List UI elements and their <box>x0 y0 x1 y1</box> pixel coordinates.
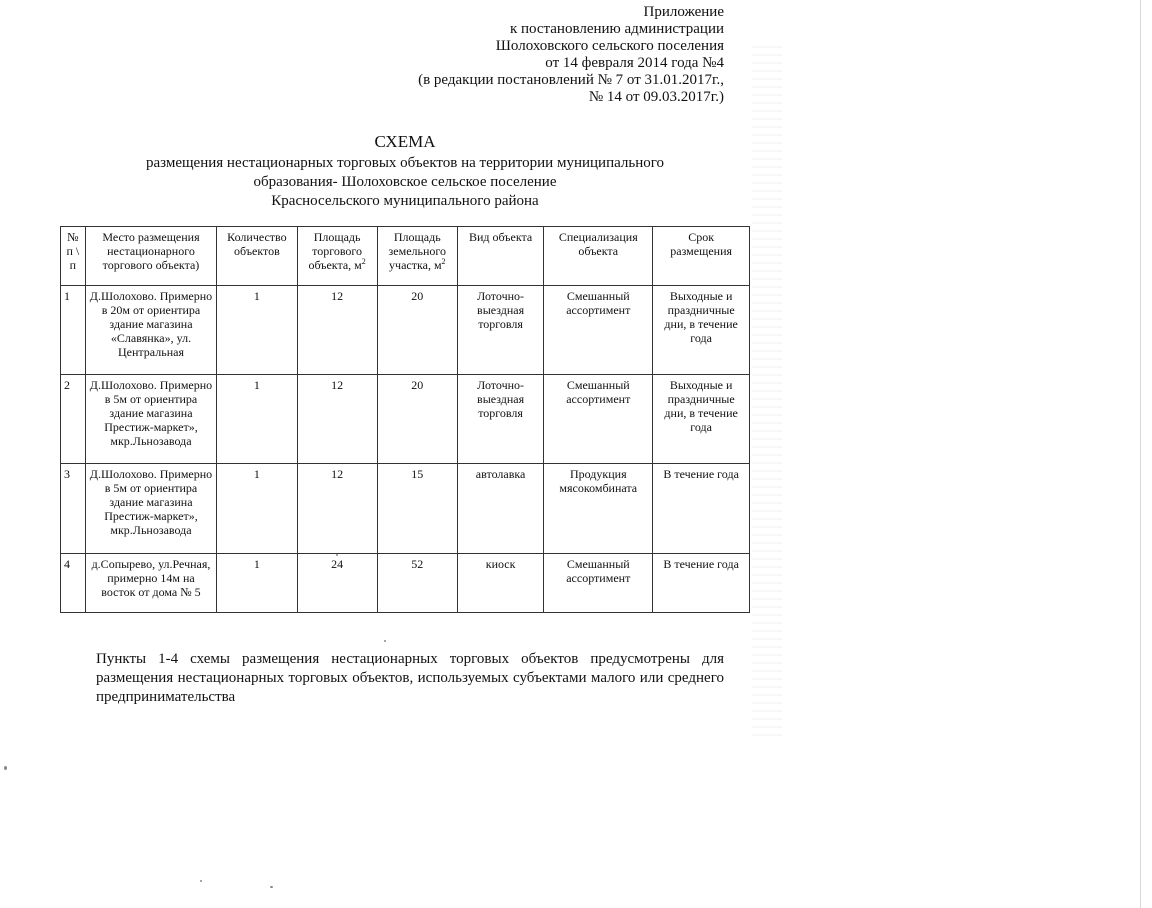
appendix-line: от 14 февраля 2014 года №4 <box>545 55 724 71</box>
header-cell-term: Срок размещения <box>653 227 750 286</box>
scan-speck <box>200 880 202 882</box>
header-area-text: Площадь торгового объекта, м <box>308 230 363 272</box>
scheme-table <box>60 226 750 613</box>
cell-land: 52 <box>377 554 457 613</box>
header-cell-count: Количество объектов <box>217 227 297 286</box>
cell-term: В течение года <box>653 554 750 613</box>
cell-area: 12 <box>297 286 377 375</box>
header-cell-land <box>377 227 457 286</box>
scan-speck <box>384 640 386 642</box>
cell-num: 1 <box>61 286 86 375</box>
table-row <box>61 286 750 375</box>
scan-edge <box>1140 0 1141 908</box>
document-subtitle <box>60 154 750 211</box>
cell-land: 20 <box>377 375 457 464</box>
subtitle-line: образования- Шолоховское сельское поселение <box>253 174 557 190</box>
cell-place: Д.Шолохово. Примерно в 5м от ориентира здание магазина Престиж-маркет», мкр.Льнозавода <box>85 375 217 464</box>
header-cell-num: № п \ п <box>61 227 86 286</box>
document-title: СХЕМА <box>374 132 436 151</box>
scan-speck <box>270 886 273 888</box>
appendix-line: (в редакции постановлений № 7 от 31.01.2017г., <box>418 72 724 88</box>
cell-term: В течение года <box>653 464 750 554</box>
header-cell-spec: Специализация объекта <box>544 227 653 286</box>
cell-land: 15 <box>377 464 457 554</box>
scan-speck <box>4 766 7 770</box>
cell-area: 12 <box>297 464 377 554</box>
cell-kind: Лоточно-выездная торговля <box>457 375 543 464</box>
cell-place: Д.Шолохово. Примерно в 5м от ориентира здание магазина Престиж-маркет», мкр.Льнозавода <box>85 464 217 554</box>
cell-term: Выходные и праздничные дни, в течение года <box>653 286 750 375</box>
appendix-line: к постановлению администрации <box>509 21 724 37</box>
subtitle-line: Красносельского муниципального района <box>271 193 539 209</box>
subtitle-line: размещения нестационарных торговых объектов на территории муниципального <box>145 155 665 171</box>
table-row <box>61 375 750 464</box>
unit-superscript: 2 <box>361 257 366 266</box>
header-cell-place: Место размещения нестационарного торгового объекта) <box>85 227 217 286</box>
appendix-line: Приложение <box>643 4 724 20</box>
cell-spec: Продукция мясокомбината <box>544 464 653 554</box>
cell-area: 24 <box>297 554 377 613</box>
appendix-block <box>418 4 724 106</box>
header-cell-kind: Вид объекта <box>457 227 543 286</box>
header-cell-area <box>297 227 377 286</box>
cell-count: 1 <box>217 554 297 613</box>
cell-num: 2 <box>61 375 86 464</box>
header-land-text: Площадь земельного участка, м <box>388 230 447 272</box>
cell-spec: Смешанный ассортимент <box>544 554 653 613</box>
appendix-line: Шолоховского сельского поселения <box>495 38 724 54</box>
cell-kind: Лоточно-выездная торговля <box>457 286 543 375</box>
table-row <box>61 554 750 613</box>
table-row <box>61 464 750 554</box>
cell-spec: Смешанный ассортимент <box>544 375 653 464</box>
cell-num: 3 <box>61 464 86 554</box>
cell-area: 12 <box>297 375 377 464</box>
cell-spec: Смешанный ассортимент <box>544 286 653 375</box>
cell-land: 20 <box>377 286 457 375</box>
footnote-paragraph: Пункты 1-4 схемы размещения нестационарных торговых объектов предусмотрены для размещения нестационарных торговых объектов, используемых субъектами малого или среднего предпринимательства <box>96 651 724 705</box>
scan-noise <box>752 40 782 740</box>
cell-count: 1 <box>217 464 297 554</box>
cell-kind: автолавка <box>457 464 543 554</box>
cell-kind: киоск <box>457 554 543 613</box>
cell-place: д.Сопырево, ул.Речная, примерно 14м на восток от дома № 5 <box>85 554 217 613</box>
cell-num: 4 <box>61 554 86 613</box>
cell-count: 1 <box>217 375 297 464</box>
cell-place: Д.Шолохово. Примерно в 20м от ориентира здание магазина «Славянка», ул. Центральная <box>85 286 217 375</box>
scan-speck <box>336 554 338 556</box>
appendix-line: № 14 от 09.03.2017г.) <box>588 89 724 105</box>
unit-superscript: 2 <box>441 257 446 266</box>
table-header-row <box>61 227 750 286</box>
cell-term: Выходные и праздничные дни, в течение года <box>653 375 750 464</box>
cell-count: 1 <box>217 286 297 375</box>
